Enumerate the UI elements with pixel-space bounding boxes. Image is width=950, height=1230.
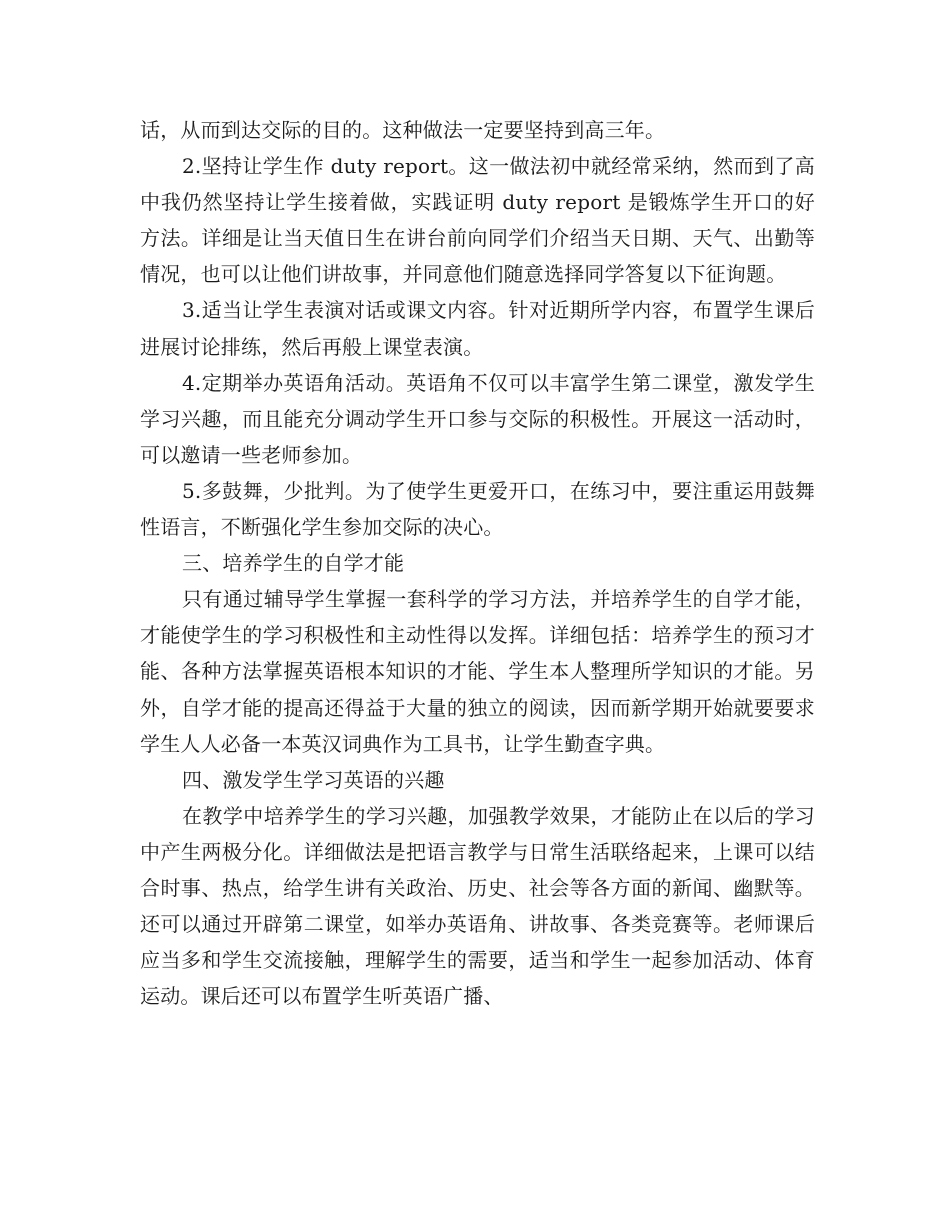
- paragraph-item-2-duty-report: 2.坚持让学生作 duty report。这一做法初中就经常采纳，然而到了高中我仍然坚持让学生接着做，实践证明 duty report 是锻炼学生开口的好方法。详细是让当天值日生在讲台前向同学们介绍当天日期、天气、出勤等情况，也可以让他们讲故事，并同意他们随意选择同学答复以下征询题。: [140, 154, 815, 287]
- section-heading-self-study: 三、培养学生的自学才能: [182, 551, 405, 576]
- section-heading-interest: 四、激发学生学习英语的兴趣: [182, 767, 445, 792]
- paragraph-item-3-performance: 3.适当让学生表演对话或课文内容。针对近期所学内容，布置学生课后进展讨论排练，然后再般上课堂表演。: [140, 298, 815, 359]
- paragraph-item-4-english-corner: 4.定期举办英语角活动。英语角不仅可以丰富学生第二课堂，激发学生学习兴趣，而且能充分调动学生开口参与交际的积极性。开展这一活动时，可以邀请一些老师参加。: [140, 370, 815, 467]
- paragraph-interest: 在教学中培养学生的学习兴趣，加强教学效果，才能防止在以后的学习中产生两极分化。详细做法是把语言教学与日常生活联络起来，上课可以结合时事、热点，给学生讲有关政治、历史、社会等各方面的新闻、幽默等。还可以通过开辟第二课堂，如举办英语角、讲故事、各类竞赛等。老师课后应当多和学生交流接触，理解学生的需要，适当和学生一起参加活动、体育运动。课后还可以布置学生听英语广播、: [140, 803, 815, 1009]
- document-body: [140, 112, 815, 1014]
- paragraph-item-5-encouragement: 5.多鼓舞，少批判。为了使学生更爱开口，在练习中，要注重运用鼓舞性语言，不断强化学生参加交际的决心。: [140, 478, 815, 540]
- paragraph-self-study: 只有通过辅导学生掌握一套科学的学习方法，并培养学生的自学才能，才能使学生的学习积极性和主动性得以发挥。详细包括：培养学生的预习才能、各种方法掌握英语根本知识的才能、学生本人整理所学知识的才能。另外，自学才能的提高还得益于大量的独立的阅读，因而新学期开始就要要求学生人人必备一本英汉词典作为工具书，让学生勤查字典。: [140, 587, 815, 756]
- paragraph-continuation: 话，从而到达交际的目的。这种做法一定要坚持到高三年。: [140, 118, 666, 142]
